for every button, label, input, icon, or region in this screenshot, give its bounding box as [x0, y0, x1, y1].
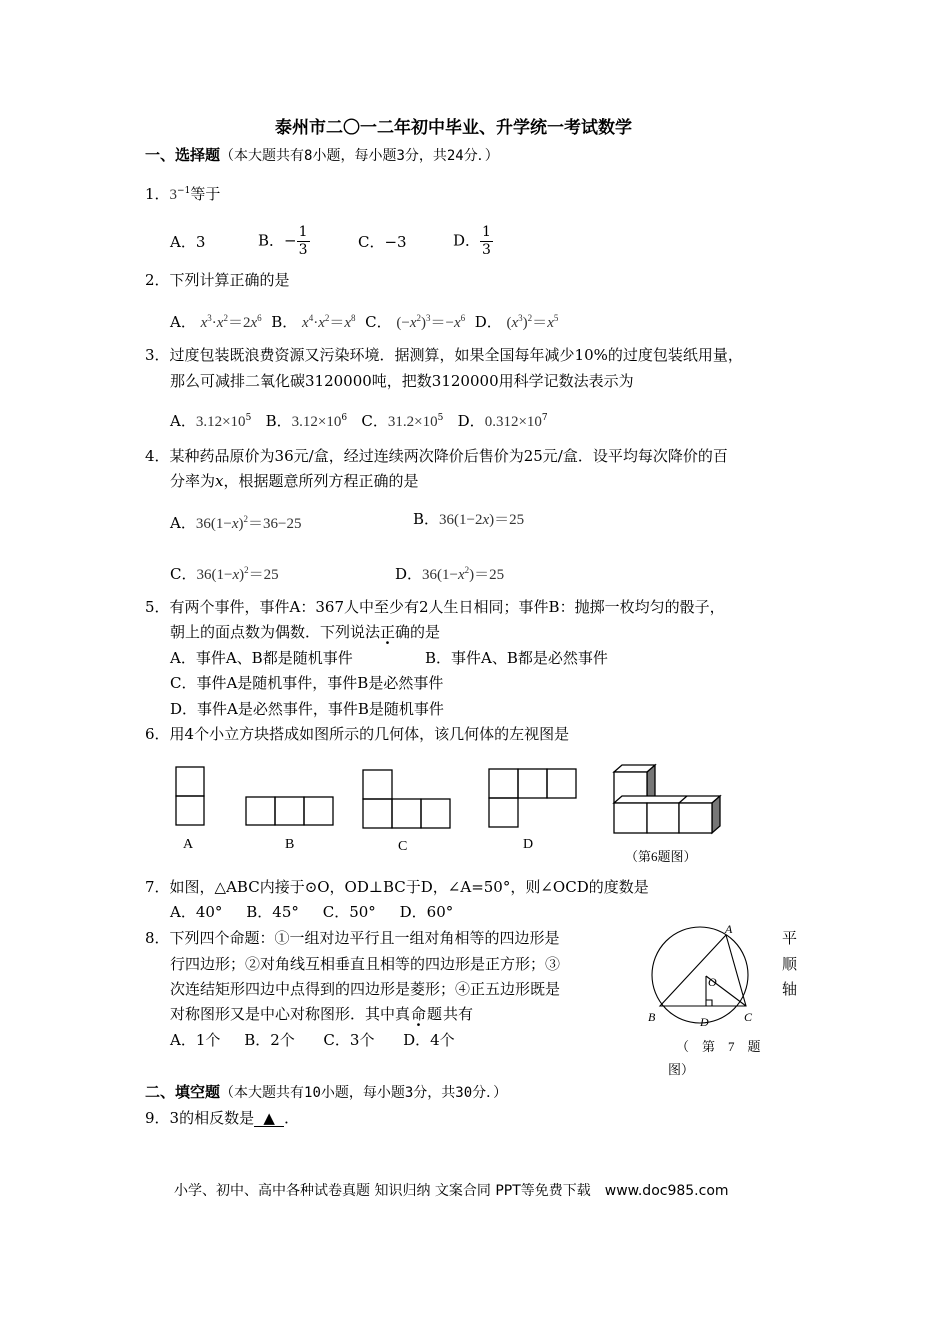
q8-option-a: A．1个 — [170, 1031, 221, 1049]
q4-b-label: B． — [413, 510, 440, 528]
q3-c-exp: 5 — [437, 413, 444, 423]
q1-text: 等于 — [190, 185, 221, 203]
q4-option-a — [170, 509, 301, 534]
q6-c-cube-top — [363, 770, 392, 799]
section-2-heading: 二、填空题 — [145, 1083, 221, 1101]
q7-number: 7． — [145, 878, 170, 896]
q4-b-expression: 36(1−2x)＝25 — [439, 512, 525, 528]
q3-c-value: 31.2×10 — [387, 414, 438, 430]
q9-text: 3的相反数是 — [169, 1109, 255, 1127]
q4-d-expression: $36(1-x^2)=25$ — [422, 565, 505, 583]
q7-right-angle — [706, 1000, 712, 1006]
q4-line2a: 分率为 — [170, 472, 216, 490]
q2-d-label: D． — [474, 313, 502, 331]
q8-option-b: B．2个 — [244, 1031, 295, 1049]
q7-triangle — [660, 935, 746, 1006]
q6-label-c: C — [398, 839, 408, 854]
q4-line1: 某种药品原价为36元/盒，经过连续两次降价后售价为25元/盒．设平均每次降价的百 — [169, 447, 728, 465]
q8-emphasis: 真命题 — [395, 1005, 444, 1023]
q1-exponent: −1 — [177, 186, 191, 196]
q4-line2b: ，根据题意所列方程正确的是 — [223, 472, 419, 490]
q8-line4b: 共有 — [443, 1005, 474, 1023]
q8-option-d: D．4个 — [403, 1031, 455, 1049]
q6-label-a: A — [183, 837, 194, 852]
q5-option-a: A．事件A、B都是随机事件 — [170, 649, 353, 667]
q2-options — [170, 308, 558, 333]
q6-d-cube-bottom — [489, 798, 518, 827]
q6-solid — [614, 765, 720, 833]
q1-d-fraction — [480, 224, 493, 259]
q3-d-label: D． — [457, 412, 485, 430]
q8-side-3: 轴 — [782, 980, 798, 998]
question-8-line-1 — [145, 928, 560, 948]
q6-figures — [160, 755, 740, 870]
q4-variable: x — [215, 472, 224, 490]
q7-text: 如图，△ABC内接于⊙O，OD⊥BC于D，∠A=50°，则∠OCD的度数是 — [169, 878, 649, 896]
q2-a-expression: $x^3\cdot x^2=2x^6$ — [200, 313, 262, 331]
section-1-note: （本大题共有8小题，每小题3分，共24分．） — [220, 148, 499, 164]
q6-label-b: B — [285, 837, 295, 852]
q1-d-denominator: 3 — [482, 242, 491, 258]
page-title: 泰州市二〇一二年初中毕业、升学统一考试数学 — [275, 118, 632, 138]
q7-label-c: C — [744, 1010, 753, 1024]
q7-figure — [640, 918, 770, 1078]
q3-b-value: 3.12×10 — [291, 414, 342, 430]
question-4-line-1 — [145, 446, 728, 466]
q6-a-cube-top — [176, 767, 204, 796]
q3-d-value: 0.312×10 — [484, 414, 542, 430]
q4-c-label: C． — [170, 565, 197, 583]
q1-b-label: B． — [258, 231, 285, 250]
question-6 — [145, 724, 569, 744]
q6-c-cube-2 — [392, 799, 421, 828]
q7-label-a: A — [725, 922, 733, 936]
section-2-header — [145, 1082, 507, 1103]
q6-caption: （第6题图） — [625, 849, 697, 864]
q3-a-value: 3.12×10 — [195, 414, 246, 430]
q1-b-sign: − — [284, 231, 297, 250]
q7-option-d: D．60° — [399, 903, 454, 921]
q7-label-d: D — [700, 1015, 709, 1029]
question-9 — [145, 1108, 299, 1128]
q6-number: 6． — [145, 725, 170, 743]
q8-line3: 次连结矩形四边中点得到的四边形是菱形；④正五边形既是 — [170, 980, 561, 998]
q7-caption-line-2: 图） — [668, 1062, 695, 1077]
q6-label-d: D — [523, 837, 534, 852]
q4-number: 4． — [145, 447, 170, 465]
q9-end: ． — [284, 1109, 300, 1127]
q7-option-b: B．45° — [246, 903, 299, 921]
question-3-line-1 — [145, 345, 743, 365]
q5-option-c: C．事件A是随机事件，事件B是必然事件 — [170, 674, 444, 692]
q1-d-numerator: 1 — [482, 224, 491, 240]
q3-c-label: C． — [361, 412, 388, 430]
q8-option-c: C．3个 — [323, 1031, 375, 1049]
section-1-heading: 一、选择题 — [145, 146, 221, 164]
q6-b-cube-2 — [275, 797, 304, 825]
question-5-line-1 — [145, 597, 725, 617]
q6-d-cube-3 — [547, 769, 576, 798]
q1-b-fraction — [297, 224, 310, 259]
q2-c-label: C． — [365, 313, 392, 331]
q1-b-denominator: 3 — [298, 242, 308, 258]
question-7 — [145, 877, 649, 897]
q9-answer-blank[interactable]: ▲ — [254, 1110, 284, 1127]
q3-a-label: A． — [170, 412, 196, 430]
q5-line2 — [170, 622, 440, 642]
page-footer: 小学、初中、高中各种试卷真题 知识归纳 文案合同 PPT等免费下载 www.doc985.com — [174, 1183, 729, 1199]
q4-line2 — [170, 471, 419, 491]
q3-a-exp: 5 — [245, 413, 252, 423]
q1-base: 3 — [169, 187, 178, 203]
q6-d-cube-2 — [518, 769, 547, 798]
q6-text: 用4个小立方块搭成如图所示的几何体，该几何体的左视图是 — [169, 725, 570, 743]
section-2-note: （本大题共有10小题，每小题3分，共30分．） — [220, 1085, 508, 1101]
q8-line2: 行四边形；②对角线互相垂直且相等的四边形是正方形；③ — [170, 955, 561, 973]
q8-side-2: 顺 — [782, 955, 798, 973]
q2-b-label: B． — [271, 313, 298, 331]
q2-b-expression: $x^4\cdot x^2=x^8$ — [302, 313, 356, 331]
q2-c-expression: $(-x^2)^3=-x^6$ — [396, 313, 466, 331]
q2-text: 下列计算正确的是 — [169, 271, 290, 289]
q8-number: 8． — [145, 929, 170, 947]
q5-line2b: 确的是 — [395, 623, 441, 641]
q1-option-a: A．3 — [170, 233, 206, 251]
q4-c-expression: $36(1-x)^2=25$ — [196, 565, 279, 583]
q5-option-d: D．事件A是必然事件，事件B是随机事件 — [170, 700, 444, 718]
q1-number: 1． — [145, 185, 170, 203]
q7-circle — [652, 927, 748, 1023]
q6-a-cube-bottom — [176, 796, 204, 825]
q6-b-cube-1 — [246, 797, 275, 825]
q6-d-cube-1 — [489, 769, 518, 798]
q3-d-exp: 7 — [541, 413, 548, 423]
section-1-header — [145, 145, 499, 166]
q6-b-cube-3 — [304, 797, 333, 825]
q2-a-label: A． — [170, 313, 196, 331]
q9-number: 9． — [145, 1109, 170, 1127]
q6-c-cube-1 — [363, 799, 392, 828]
q8-line1: 下列四个命题：①一组对边平行且一组对角相等的四边形是 — [169, 929, 560, 947]
question-2 — [145, 270, 290, 290]
q4-a-label: A． — [170, 514, 196, 532]
q5-emphasis: 正 — [380, 623, 396, 641]
q4-option-c — [170, 560, 279, 585]
q6-c-cube-3 — [421, 799, 450, 828]
q4-a-expression: $36(1-x)^2=36-25$ — [195, 514, 302, 532]
q8-line4 — [170, 1004, 473, 1024]
q7-option-a: A．40° — [170, 903, 223, 921]
q3-b-exp: 6 — [341, 413, 348, 423]
q8-side-1: 平 — [782, 929, 798, 947]
q2-number: 2． — [145, 271, 170, 289]
q3-b-label: B． — [265, 412, 292, 430]
q7-caption-line-1: （ 第 7 题 — [676, 1039, 761, 1054]
q1-option-d — [453, 224, 493, 259]
q1-option-c: C．−3 — [358, 233, 407, 251]
q7-option-c: C．50° — [322, 903, 376, 921]
q5-line2a: 朝上的面点数为偶数．下列说法 — [170, 623, 381, 641]
q4-option-b — [413, 509, 524, 530]
q5-number: 5． — [145, 598, 170, 616]
q1-d-label: D． — [453, 231, 481, 250]
q5-option-b: B．事件A、B都是必然事件 — [425, 649, 608, 667]
q7-label-o: O — [708, 975, 717, 989]
q4-option-d — [395, 560, 504, 585]
q1-b-numerator: 1 — [298, 224, 308, 240]
q7-label-b: B — [648, 1010, 656, 1024]
q8-line4a: 对称图形又是中心对称图形．其中 — [170, 1005, 396, 1023]
q3-number: 3． — [145, 346, 170, 364]
question-1 — [145, 181, 220, 205]
q7-options — [170, 902, 453, 922]
q3-line1: 过度包装既浪费资源又污染环境．据测算，如果全国每年减少10%的过度包装纸用量， — [169, 346, 743, 364]
q5-line1: 有两个事件，事件A：367人中至少有2人生日相同；事件B：抛掷一枚均匀的骰子， — [169, 598, 725, 616]
q3-line2: 那么可减排二氧化碳3120000吨，把数3120000用科学记数法表示为 — [170, 372, 634, 390]
q4-d-label: D． — [395, 565, 423, 583]
q3-options — [170, 408, 548, 432]
q1-option-b — [258, 224, 310, 259]
q8-options — [170, 1030, 455, 1050]
q2-d-expression: $(x^3)^2=x^5$ — [506, 313, 559, 331]
